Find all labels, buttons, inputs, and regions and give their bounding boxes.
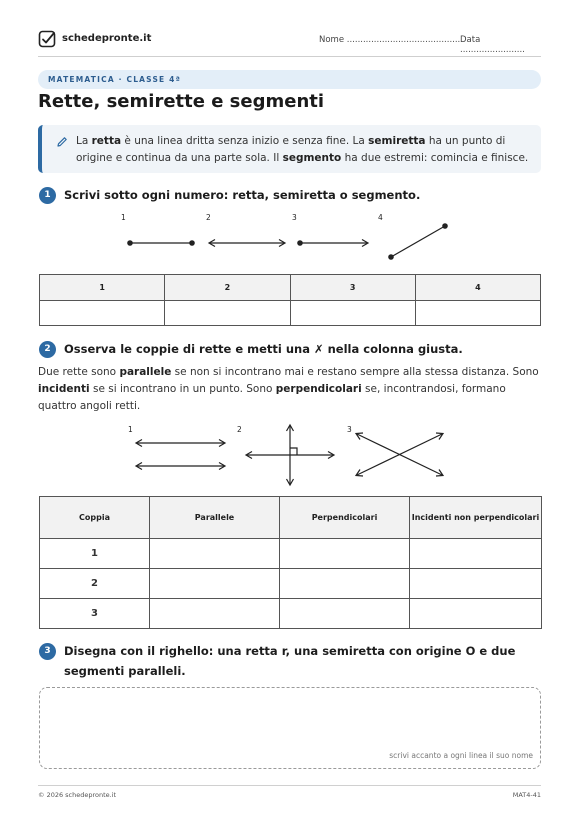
page-footer bbox=[38, 785, 541, 799]
checkbox-cell[interactable] bbox=[150, 569, 280, 599]
site-logo-text: schedepronte.it bbox=[62, 33, 152, 44]
table-1-header: 3 bbox=[290, 275, 415, 301]
pair-3-label: 3 bbox=[347, 425, 352, 434]
checkbox-cell[interactable] bbox=[150, 599, 280, 629]
answer-table-2 bbox=[39, 496, 542, 629]
footer-copyright: © 2026 schedepronte.it bbox=[38, 791, 117, 799]
table-2-header: Coppia bbox=[40, 497, 150, 539]
table-1-header: 2 bbox=[165, 275, 290, 301]
date-field: Data ........................ bbox=[460, 35, 525, 55]
definition-paragraph: Due rette sono parallele se non si incontrano mai e restano sempre alla stessa distanza. Sono incidenti se si incontrano in un punto. Sono perpendicolari se, incontrandosi, formano quattro angoli retti. bbox=[38, 366, 539, 412]
table-row-label: 2 bbox=[40, 569, 150, 599]
drawing-area[interactable] bbox=[39, 687, 541, 769]
pair-2-label: 2 bbox=[237, 425, 242, 434]
figure-3-label: 3 bbox=[292, 213, 297, 222]
question-1-text: Scrivi sotto ogni numero: retta, semiretta o segmento. bbox=[64, 188, 421, 202]
drawing-hint: scrivi accanto a ogni linea il suo nome bbox=[389, 751, 533, 760]
table-2-header: Parallele bbox=[150, 497, 280, 539]
table-2-header: Incidenti non perpendicolari bbox=[410, 497, 542, 539]
figure-4-label: 4 bbox=[378, 213, 383, 222]
checkbox-cell[interactable] bbox=[410, 539, 542, 569]
question-1-number: 1 bbox=[39, 187, 56, 204]
question-2-text: Osserva le coppie di rette e metti una ✗ nella colonna giusta. bbox=[64, 342, 463, 356]
question-2-number: 2 bbox=[39, 341, 56, 358]
checkbox-cell[interactable] bbox=[280, 569, 410, 599]
figure-1-label: 1 bbox=[121, 213, 126, 222]
checkbox-cell[interactable] bbox=[280, 599, 410, 629]
footer-code: MAT4-41 bbox=[512, 791, 541, 799]
table-2-header: Perpendicolari bbox=[280, 497, 410, 539]
checkbox-cell[interactable] bbox=[280, 539, 410, 569]
checkbox-cell[interactable] bbox=[150, 539, 280, 569]
question-3-text: Disegna con il righello: una retta r, una semiretta con origine O e due segmenti paralleli. bbox=[64, 644, 516, 678]
question-3-number: 3 bbox=[39, 643, 56, 660]
figure-2-label: 2 bbox=[206, 213, 211, 222]
page-title: Rette, semirette e segmenti bbox=[38, 91, 325, 112]
name-field: Nome .......................................... bbox=[319, 35, 461, 45]
pair-1-label: 1 bbox=[128, 425, 133, 434]
info-text: La retta è una linea dritta senza inizio e senza fine. La semiretta ha un punto di origine e continua da una parte sola. Il segmento ha due estremi: comincia e finisce. bbox=[76, 135, 529, 164]
table-row-label: 3 bbox=[40, 599, 150, 629]
table-1-header: 4 bbox=[415, 275, 540, 301]
checkbox-cell[interactable] bbox=[410, 599, 542, 629]
table-row-label: 1 bbox=[40, 539, 150, 569]
table-1-header: 1 bbox=[40, 275, 165, 301]
checkbox-cell[interactable] bbox=[410, 569, 542, 599]
subject-badge: MATEMATICA · CLASSE 4ª bbox=[38, 70, 541, 89]
